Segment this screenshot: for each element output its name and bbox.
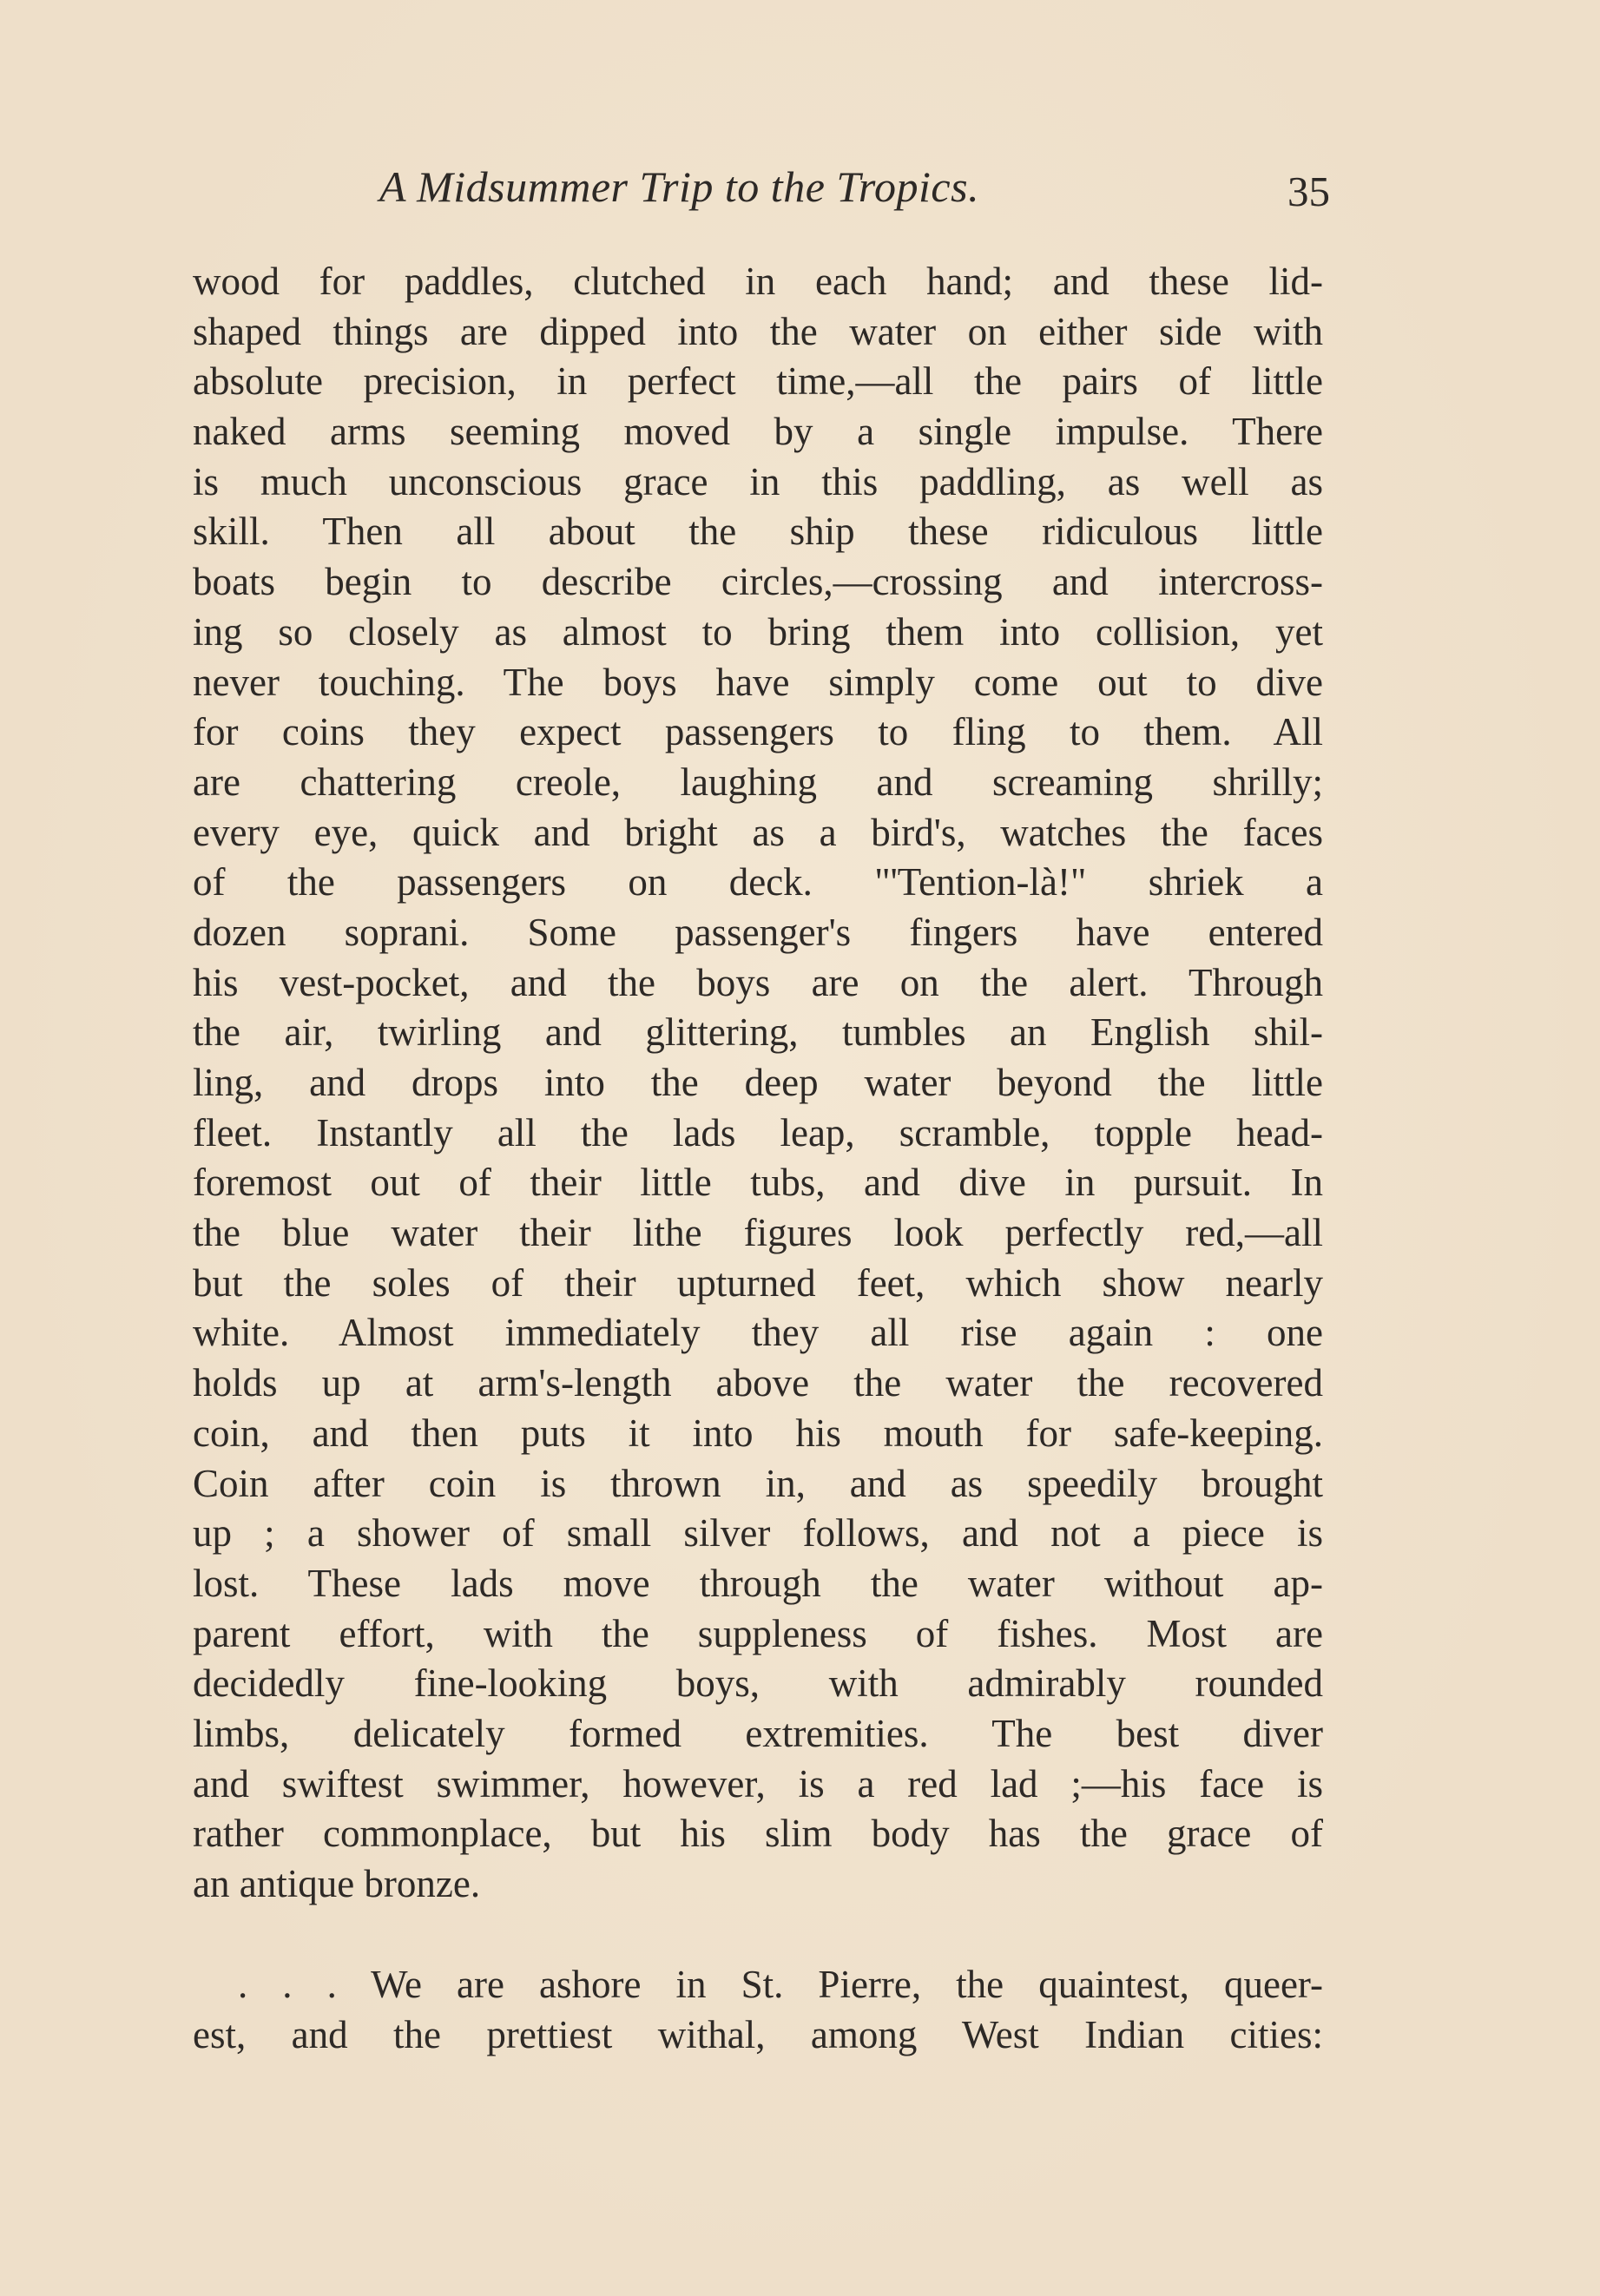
text-line: holds up at arm's-length above the water the recovered	[193, 1361, 1323, 1405]
text-line: of the passengers on deck. "'Tention-là!" shriek a	[193, 860, 1323, 905]
text-line: are chattering creole, laughing and screaming shrilly;	[193, 760, 1323, 804]
text-line: lost. These lads move through the water without ap-	[193, 1561, 1323, 1605]
text-line: shaped things are dipped into the water on either side with	[193, 309, 1323, 353]
text-line: is much unconscious grace in this paddling, as well as	[193, 459, 1323, 503]
text-line: est, and the prettiest withal, among West Indian cities:	[193, 2012, 1323, 2056]
text-line: Coin after coin is thrown in, and as speedily brought	[193, 1461, 1323, 1505]
text-line: never touching. The boys have simply come out to dive	[193, 660, 1323, 704]
text-line: decidedly fine-looking boys, with admirably rounded	[193, 1661, 1323, 1706]
text-line: his vest-pocket, and the boys are on the alert. Through	[193, 960, 1323, 1004]
paragraph-2	[193, 1960, 1323, 2060]
text-line: white. Almost immediately they all rise again : one	[193, 1311, 1323, 1355]
text-line: skill. Then all about the ship these ridiculous little	[193, 510, 1323, 554]
text-line: for coins they expect passengers to fling to them. All	[193, 710, 1323, 754]
paragraph-1	[193, 257, 1323, 1910]
text-line: absolute precision, in perfect time,—all the pairs of little	[193, 359, 1323, 404]
text-line: the blue water their lithe figures look perfectly red,—all	[193, 1211, 1323, 1255]
text-line: wood for paddles, clutched in each hand; and these lid-	[193, 260, 1323, 303]
text-line: dozen soprani. Some passenger's fingers have entered	[193, 910, 1323, 954]
text-line: ing so closely as almost to bring them into collision, yet	[193, 609, 1323, 654]
text-line: foremost out of their little tubs, and dive in pursuit. In	[193, 1161, 1323, 1205]
text-line: and swiftest swimmer, however, is a red lad ;—his face is	[193, 1761, 1323, 1806]
page-number: 35	[1287, 168, 1330, 215]
running-head	[193, 161, 1330, 222]
running-head-title: A Midsummer Trip to the Tropics.	[379, 162, 980, 211]
text-line: an antique bronze.	[193, 1862, 481, 1905]
text-line: limbs, delicately formed extremities. The best diver	[193, 1711, 1323, 1755]
text-line: rather commonplace, but his slim body has the grace of	[193, 1812, 1323, 1856]
text-line: . . . We are ashore in St. Pierre, the quaintest, queer-	[238, 1963, 1323, 2006]
text-line: ling, and drops into the deep water beyond the little	[193, 1061, 1323, 1104]
text-line: fleet. Instantly all the lads leap, scramble, topple head-	[193, 1110, 1323, 1155]
text-line: the air, twirling and glittering, tumbles an English shil-	[193, 1010, 1323, 1055]
text-line: parent effort, with the suppleness of fishes. Most are	[193, 1611, 1323, 1655]
text-line: coin, and then puts it into his mouth for safe-keeping.	[193, 1411, 1323, 1455]
text-line: boats begin to describe circles,—crossing and intercross-	[193, 560, 1323, 604]
text-line: but the soles of their upturned feet, which show nearly	[193, 1260, 1323, 1305]
text-line: every eye, quick and bright as a bird's, watches the faces	[193, 810, 1323, 854]
text-line: up ; a shower of small silver follows, and not a piece is	[193, 1511, 1323, 1556]
text-line: naked arms seeming moved by a single impulse. There	[193, 410, 1323, 454]
